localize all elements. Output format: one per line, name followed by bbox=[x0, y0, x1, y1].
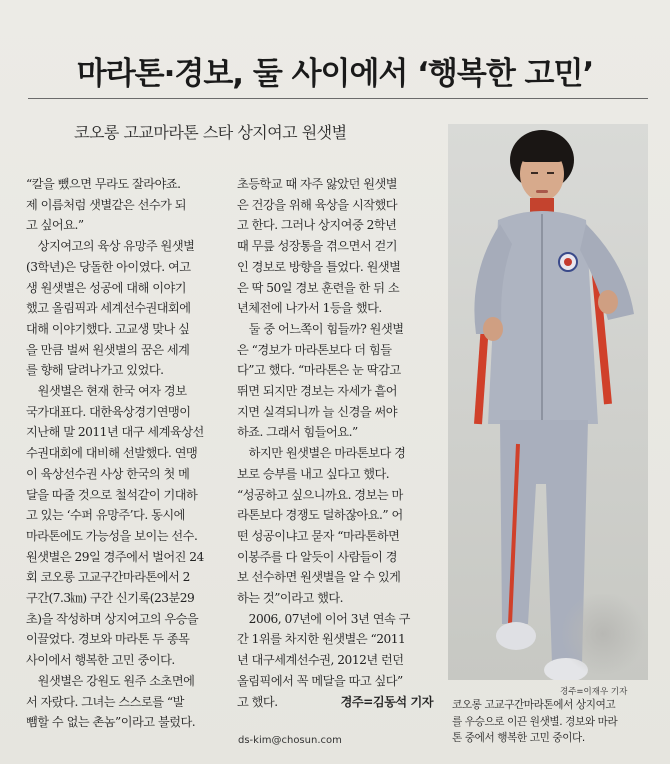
article-text-line: 라톤보다 경쟁도 덜하잖아요.” 어 bbox=[237, 508, 403, 523]
article-text-line: 회 코오롱 고교구간마라톤에서 2 bbox=[26, 570, 190, 585]
article-text-line: 고 싶어요.” bbox=[26, 218, 84, 233]
article-text-line: 마라톤에도 가능성을 보이는 선수. bbox=[26, 528, 198, 543]
article-text-line: 다”고 했다. “마라톤은 눈 딱감고 bbox=[237, 363, 401, 378]
article-text-line: 고 있는 ‘수퍼 유망주’다. 동시에 bbox=[26, 508, 185, 523]
article-text-line: “성공하고 싶으니까요. 경보는 마 bbox=[237, 487, 403, 502]
article-text-line: 원샛별은 강원도 원주 소초면에 bbox=[26, 673, 195, 688]
article-text-line: 은 건강을 위해 육상을 시작했다 bbox=[237, 197, 398, 212]
article-text-line: 보 선수하면 원샛별을 알 수 있게 bbox=[237, 570, 401, 585]
article-text-line: 사이에서 행복한 고민 중이다. bbox=[26, 653, 175, 668]
photo-background-sign bbox=[558, 594, 648, 674]
article-text-line: 대해 이야기했다. 고교생 맞나 싶 bbox=[26, 321, 190, 336]
article-text-line: 지난해 말 2011년 대구 세계육상선 bbox=[26, 425, 204, 440]
article-text-line: 을 만큼 벌써 원샛별의 꿈은 세계 bbox=[26, 342, 190, 357]
article-text-line: 뺌할 수 없는 촌놈”이라고 불렀다. bbox=[26, 715, 196, 730]
article-text-line: 했고 올림픽과 세계선수권대회에 bbox=[26, 301, 191, 316]
article-text-line: 수권대회에 대비해 선발했다. 연맹 bbox=[26, 446, 198, 461]
article-text-line: 달을 따줄 것으로 철석같이 기대하 bbox=[26, 487, 198, 502]
headline-divider bbox=[28, 98, 648, 99]
subheadline: 코오롱 고교마라톤 스타 상지여고 원샛별 bbox=[74, 123, 347, 142]
article-column-1 bbox=[26, 174, 222, 733]
article-text-line: 하지만 원샛별은 마라톤보다 경 bbox=[237, 446, 406, 461]
article-column-2 bbox=[237, 174, 433, 712]
photo-caption bbox=[452, 697, 652, 747]
article-text-line: 하는 것”이라고 했다. bbox=[237, 591, 344, 606]
article-text-line: 제 이름처럼 샛별같은 선수가 되 bbox=[26, 197, 187, 212]
article-text-line: 떤 성공이냐고 묻자 “마라톤하면 bbox=[237, 528, 400, 543]
article-text-line: 은 딱 50일 경보 훈련을 한 뒤 소 bbox=[237, 280, 400, 295]
article-text-line: 이봉주를 다 알듯이 사람들이 경 bbox=[237, 549, 398, 564]
article-text-line: 상지여고의 육상 유망주 원샛별 bbox=[26, 239, 195, 254]
article-text-line: 서 자랐다. 그녀는 스스로를 “발 bbox=[26, 694, 184, 709]
article-text-line: 구간(7.3㎞) 구간 신기록(23분29 bbox=[26, 591, 195, 606]
article-text-line: 를 향해 달려나가고 있었다. bbox=[26, 363, 164, 378]
article-text-line: 뛰면 되지만 경보는 자세가 흩어 bbox=[237, 384, 398, 399]
headline: 마라톤·경보, 둘 사이에서 ‘행복한 고민’ bbox=[76, 56, 594, 92]
article-text-line: 원샛별은 현재 한국 여자 경보 bbox=[26, 384, 187, 399]
caption-line: 를 우승으로 이끈 원샛별. 경보와 마라 bbox=[452, 715, 618, 728]
caption-line: 코오롱 고교구간마라톤에서 상지여고 bbox=[452, 699, 616, 711]
article-text-line: 간 1위를 차지한 원샛별은 “2011 bbox=[237, 632, 406, 647]
article-text-line: 인 경보로 방향을 틀었다. 원샛별 bbox=[237, 259, 401, 274]
article-text-line: 때 무릎 성장통을 겪으면서 걷기 bbox=[237, 239, 398, 254]
article-text-line: 고 했다. 경주=김동석 기자 bbox=[237, 692, 433, 713]
article-text-line: 이 육상선수권 사상 한국의 첫 메 bbox=[26, 466, 190, 481]
article-text-line: 년 대구세계선수권, 2012년 런던 bbox=[237, 653, 404, 668]
article-text-line: 년체전에 나가서 1등을 했다. bbox=[237, 301, 382, 316]
article-text-line: “칼을 뺐으면 무라도 잘라야죠. bbox=[26, 177, 181, 191]
photo-credit: 경주=이재우 기자 bbox=[560, 687, 628, 697]
article-text-line: (3학년)은 당돌한 아이였다. 여고 bbox=[26, 259, 191, 274]
article-text-line: 국가대표다. 대한육상경기연맹이 bbox=[26, 404, 191, 419]
article-text-line: 초등학교 때 자주 앓았던 원샛별 bbox=[237, 177, 398, 191]
article-text-line: 생 원샛별은 성공에 대해 이야기 bbox=[26, 280, 187, 295]
caption-line: 톤 중에서 행복한 고민 중이다. bbox=[452, 732, 585, 744]
article-text-line: 초)을 작성하며 상지여고의 우승을 bbox=[26, 611, 199, 626]
article-text-line: 하죠. 그래서 힘들어요.” bbox=[237, 425, 358, 440]
byline: 경주=김동석 기자 bbox=[340, 694, 433, 709]
article-text-line: 올림픽에서 꼭 메달을 따고 싶다” bbox=[237, 673, 403, 688]
article-text-line: 2006, 07년에 이어 3년 연속 구 bbox=[237, 611, 410, 626]
article-text-line: 보로 승부를 내고 싶다고 했다. bbox=[237, 466, 390, 481]
article-text-line: 지면 실격되니까 늘 신경을 써야 bbox=[237, 404, 398, 419]
reporter-email: ds-kim@chosun.com bbox=[238, 735, 342, 746]
article-text-line: 둘 중 어느쪽이 힘들까? 원샛별 bbox=[237, 321, 404, 336]
article-text-line: 이끌었다. 경보와 마라톤 두 종목 bbox=[26, 632, 190, 647]
article-text-line: 원샛별은 29일 경주에서 벌어진 24 bbox=[26, 549, 204, 564]
runner-photo bbox=[448, 124, 648, 680]
article-text-line: 고 한다. 그러나 상지여중 2학년 bbox=[237, 218, 397, 233]
article-text-line: 은 “경보가 마라톤보다 더 힘들 bbox=[237, 342, 392, 357]
